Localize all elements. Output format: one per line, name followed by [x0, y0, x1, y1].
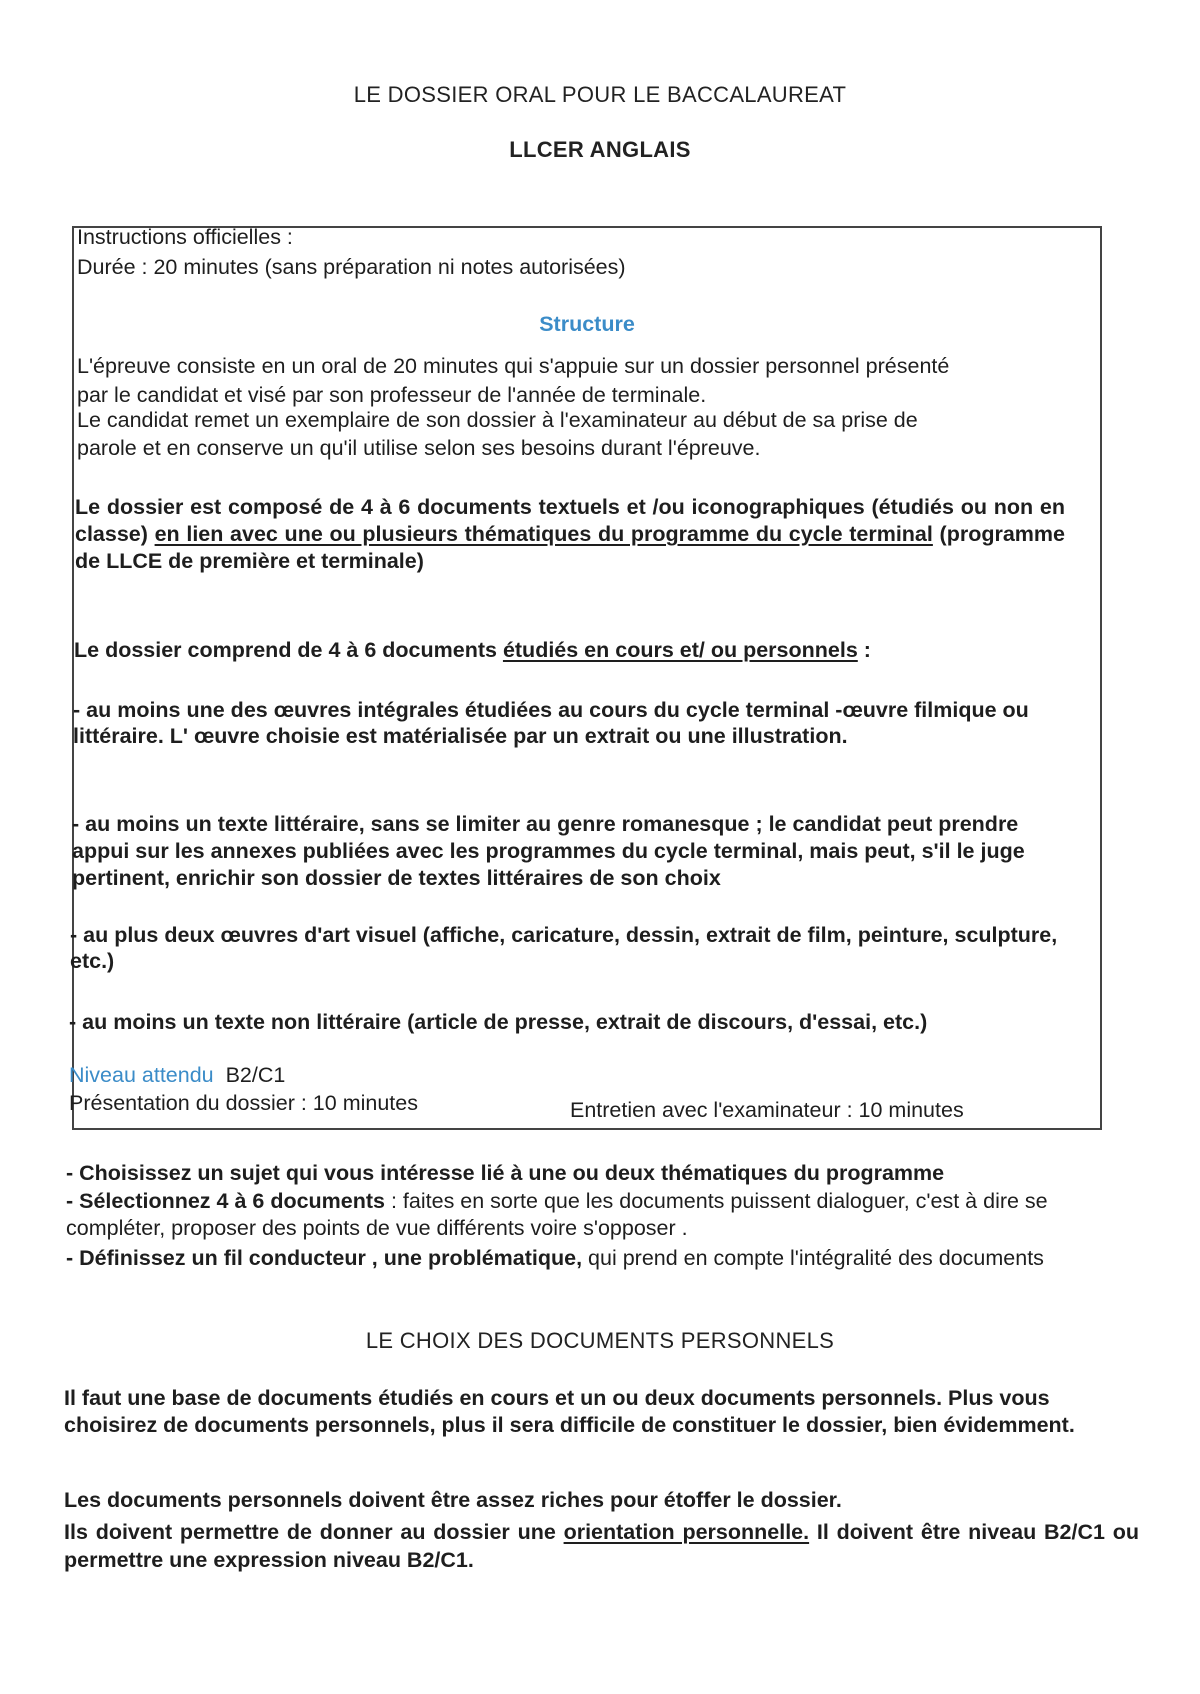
advice-fil-bold: - Définissez un fil conducteur , une problématique, — [66, 1246, 583, 1270]
advice-documents-rest: : faites en sorte que les documents puissent dialoguer, c'est à dire se compléter, proposer des points de vue différents voire s'opposer . — [66, 1189, 1048, 1240]
advice-sujet: - Choisissez un sujet qui vous intéresse lié à une ou deux thématiques du programme — [66, 1161, 945, 1185]
bullet-art-visuel: - au plus deux œuvres d'art visuel (affiche, caricature, dessin, extrait de film, peinture, sculpture, etc.) — [70, 923, 1058, 973]
instructions-label: Instructions officielles : — [77, 225, 293, 249]
choix-paragraph-2-line-1: Les documents personnels doivent être assez riches pour étoffer le dossier. — [64, 1488, 842, 1512]
niveau-value: B2/C1 — [225, 1063, 286, 1087]
choix-heading: LE CHOIX DES DOCUMENTS PERSONNELS — [365, 1328, 835, 1353]
comprend-underlined: étudiés en cours et/ ou personnels — [502, 638, 858, 662]
advice-documents — [66, 1188, 1141, 1242]
choix-paragraph-2 — [64, 1518, 1139, 1574]
structure-line-4: parole et en conserve un qu'il utilise selon ses besoins durant l'épreuve. — [77, 436, 761, 460]
advice-fil-rest: qui prend en compte l'intégralité des documents — [582, 1246, 1044, 1270]
choix-p2-underlined: orientation personnelle. — [563, 1520, 810, 1544]
comprend-end: : — [857, 638, 871, 662]
presentation-duration: Présentation du dossier : 10 minutes — [69, 1091, 418, 1115]
duration-text: Durée : 20 minutes (sans préparation ni notes autorisées) — [77, 255, 626, 279]
structure-heading: Structure — [539, 312, 635, 336]
structure-line-1: L'épreuve consiste en un oral de 20 minutes qui s'appuie sur un dossier personnel présenté — [77, 354, 950, 378]
bullet-oeuvres: - au moins une des œuvres intégrales étudiées au cours du cycle terminal -œuvre filmique ou littéraire. L' œuvre choisie est matérialisée par un extrait ou une illustration. — [73, 698, 1029, 748]
advice-documents-bold: - Sélectionnez 4 à 6 documents — [66, 1189, 386, 1213]
niveau-line — [69, 1063, 285, 1088]
structure-line-2: par le candidat et visé par son professeur de l'année de terminale. — [77, 383, 707, 407]
composition-text: Le dossier est composé de 4 à 6 documents textuels et /ou iconographiques (étudiés ou non en classe) — [75, 495, 1065, 546]
page-subtitle: LLCER ANGLAIS — [509, 137, 691, 162]
choix-paragraph-1: Il faut une base de documents étudiés en cours et un ou deux documents personnels. Plus vous choisirez de documents personnels, plus il sera difficile de constituer le dossier, bien évidemment. — [64, 1386, 1075, 1437]
structure-line-3: Le candidat remet un exemplaire de son dossier à l'examinateur au début de sa prise de — [77, 408, 918, 432]
choix-p2-text: Ils doivent permettre de donner au dossier une — [64, 1520, 564, 1544]
comprend-paragraph — [74, 638, 871, 663]
entretien-duration: Entretien avec l'examinateur : 10 minutes — [570, 1098, 964, 1122]
page-title: LE DOSSIER ORAL POUR LE BACCALAUREAT — [353, 82, 847, 107]
bullet-non-litteraire: - au moins un texte non littéraire (article de presse, extrait de discours, d'essai, etc.) — [69, 1010, 928, 1034]
choix-p2-end: Il doivent être niveau B2/C1 ou permettre une expression niveau B2/C1. — [64, 1520, 1139, 1572]
composition-end: (programme de LLCE de première et terminale) — [75, 522, 1065, 573]
comprend-text: Le dossier comprend de 4 à 6 documents — [74, 638, 503, 662]
bullet-texte-litteraire: - au moins un texte littéraire, sans se limiter au genre romanesque ; le candidat peut prendre appui sur les annexes publiées avec les programmes du cycle terminal, mais peut, s'il le juge pertinent, enrichir son dossier de textes littéraires de son choix — [72, 812, 1025, 890]
composition-paragraph — [75, 494, 1065, 575]
advice-fil-conducteur — [66, 1245, 1141, 1272]
niveau-label: Niveau attendu — [69, 1063, 214, 1087]
composition-underlined: en lien avec une ou plusieurs thématiques du programme du cycle terminal — [154, 522, 933, 546]
